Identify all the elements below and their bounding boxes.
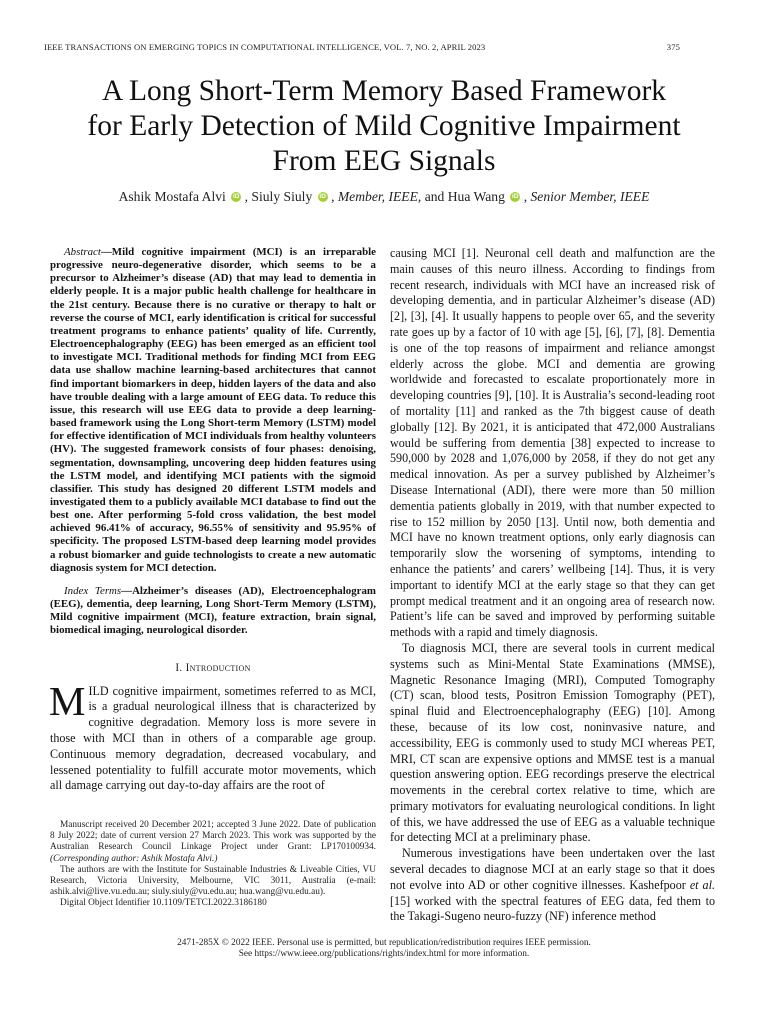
journal-name: IEEE TRANSACTIONS ON EMERGING TOPICS IN COMPUTATIONAL INTELLIGENCE, VOL. 7, NO. 2, APRIL 2023 <box>44 42 486 52</box>
left-column <box>50 246 376 794</box>
body-paragraph-2: To diagnosis MCI, there are several tools in current medical systems such as Mini-Mental State Examinations (MMSE), Magnetic Resonance Imaging (MRI), Computed Tomography (CT) scan, blood tests, Positron Emission Tomography (PET), spinal fluid and Electroencephalography (EEG) [10]. Among these, because of its low cost, noninvasive nature, and accessibility, EEG is commonly used to study MCI whereas PET, MRI, CT scan are expensive options and MMSE test is a manual question answering option. EEG recordings preserve the electrical movements in the cerebral cortex relative to time, which are primary motivators for evaluating neurological conditions. In light of this, we have addressed the use of EEG as a valuable technique for detecting MCI at a preliminary phase. <box>390 640 715 845</box>
index-terms <box>50 585 376 638</box>
copyright-line-1: 2471-285X © 2022 IEEE. Personal use is permitted, but republication/redistribution requires IEEE permission. <box>177 938 591 948</box>
intro-text: cognitive impairment, sometimes referred to as MCI, is a gradual neurological illness that is characterized by cognitive degradation. Memory loss is more severe in those with MCI than in others of a comparable age group. Continuous memory degradation, decreased vocabulary, and lessened potentiality to fulfill accurate motor movements, which all damage carrying out day-to-day affairs are the root of <box>50 683 376 793</box>
running-head <box>44 42 680 52</box>
section-title: Introduction <box>185 661 251 674</box>
corresponding-author: (Corresponding author: Ashik Mostafa Alvi.) <box>50 853 218 864</box>
author-1-name: Ashik Mostafa Alvi <box>118 189 226 204</box>
orcid-icon[interactable]: iD <box>232 193 240 200</box>
p3-text-a: Numerous investigations have been undertaken over the last several decades to diagnose MCI at an early stage so that it does not evolve into AD or other cognitive illnesses. Kashefpoor <box>390 846 715 892</box>
author-3-role: Senior Member, IEEE <box>530 189 650 204</box>
copyright-line-2: See https://www.ieee.org/publications/rights/index.html for more information. <box>238 949 530 960</box>
body-paragraph-3 <box>390 846 715 925</box>
author-2-role: Member, IEEE <box>337 189 418 204</box>
author-list <box>40 189 728 205</box>
author-3-name: , and Hua Wang <box>417 189 505 204</box>
intro-paragraph <box>49 677 376 795</box>
author-3-sep: , <box>523 189 531 204</box>
copyright-notice <box>40 938 728 960</box>
abstract-lead: Abstract <box>64 246 101 258</box>
title-line-2: for Early Detection of Mild Cognitive Impairment <box>87 110 681 142</box>
body-paragraph-1: causing MCI [1]. Neuronal cell death and malfunction are the main causes of this neuro illness. According to findings from recent research, individuals with MCI have an increased risk of developing dementia, and in particular Alzheimer’s disease (AD) [2], [3], [4]. It usually happens to people over 65, and the severity rate goes up by a factor of 10 with age [5], [6], [7], [8]. Dementia is one of the top reasons of impairment and reliance amongst elderly across the globe. MCI and dementia are growing worldwide and forecasted to escalate proportionately more in developing countries [9], [10]. It is Australia’s second-leading root of mortality [11] and ranked as the 7th biggest cause of death globally [12]. By 2021, it is anticipated that 472,000 Australians would be suffering from dementia [38] expected to increase to 590,000 by 2028 and 1,076,000 by 2058, if they do not get any medical innovation. As per a survey published by Alzheimer’s Disease International (ADI), there were more than 50 million dementia patients globally in 2019, with that number expected to rise to 152 million by 2050 [13]. Until now, both dementia and MCI have no known treatment options, only early diagnosis can temporarily slow the worsening of symptoms, intending to enhance the patients’ and carers’ wellbeing [14]. Thus, it is very important to identify MCI at the early stage so that they can get prompt medical treatment and it an ongoing area of research now. Patient’s life can be saved and improved by performing suitable methods with a rapid and timely diagnosis. <box>390 246 715 640</box>
abstract-text: —Mild cognitive impairment (MCI) is an irreparable progressive neuro-degenerative disorder, which seems to be a precursor to Alzheimer’s disease (AD) that may lead to dementia in elderly people. It is a major public health challenge for healthcare in the 21st century. Because there is no curative or therapy to halt or reverse the course of MCI, early identification is critical for successful treatment programs to enhance patients’ quality of life. Currently, Electroencephalography (EEG) has been emerged as an efficient tool to investigate MCI. Traditional methods for finding MCI from EEG data use shallow machine learning-based architectures that cannot find important biomarkers in deep, hidden layers of the data and also have trouble dealing with a large amount of EEG data. To reduce this issue, this research will use EEG data to provide a deep learning-based framework using the Long Short-term Memory (LSTM) model for effective identification of MCI individuals from healthy volunteers (HV). The suggested framework consists of four phases: denoising, segmentation, downsampling, uncovering deep hidden features using the LSTM model, and identifying MCI patients with the sigmoid classifier. This study has designed 20 different LSTM models and investigated them to a publicly available MCI database to find out the best one. After performing 5-fold cross validation, the best model achieved 96.41% of accuracy, 96.55% of sensitivity and 95.95% of specificity. The proposed LSTM-based deep learning model provides a robust biomarker and guide technologists to create a new automatic diagnosis system for MCI detection. <box>50 246 376 574</box>
abstract <box>50 246 376 575</box>
doi-note: Digital Object Identifier 10.1109/TETCI.2022.3186180 <box>60 898 267 909</box>
page-number: 375 <box>666 42 680 52</box>
index-terms-text: —Alzheimer’s diseases (AD), Electroencephalogram (EEG), dementia, deep learning, Long Short-Term Memory (LSTM), Mild cognitive impairment (MCI), feature extraction, brain signal, biomedical imaging, neurological disorder. <box>50 584 377 637</box>
p3-text-b: [15] worked with the spectral features of EEG data, fed them to the Takagi-Sugeno neuro-fuzzy (NF) inference method <box>390 893 715 924</box>
orcid-icon[interactable]: iD <box>319 193 326 200</box>
p3-et-al: et al. <box>689 877 715 892</box>
author-2-sep: , <box>331 189 338 204</box>
affiliation-note: The authors are with the Institute for Sustainable Industries & Liveable Cities, VU Research, Victoria University, Melbourne, VIC 3011, Australia (e-mail: ashik.alvi@live.vu.edu.au; siuly.siuly@vu.edu.au; hua.wang@vu.edu.au). <box>50 864 376 898</box>
manuscript-dates: Manuscript received 20 December 2021; accepted 3 June 2022. Date of publication 8 July 2022; date of current version 27 March 2023. This work was supported by the Australian Research Council Linkage Project under Grant: LP170100934. <box>50 820 376 853</box>
paper-title <box>40 74 728 179</box>
orcid-icon[interactable]: iD <box>512 193 519 200</box>
intro-first-word: ILD <box>88 683 109 698</box>
drop-cap: M <box>49 677 86 724</box>
footnotes <box>50 820 376 910</box>
title-line-3: From EEG Signals <box>272 145 496 177</box>
section-number: I. <box>175 661 183 674</box>
manuscript-note <box>50 820 376 865</box>
right-column <box>390 246 715 925</box>
title-line-1: A Long Short-Term Memory Based Framework <box>101 75 667 107</box>
index-terms-lead: Index Terms <box>64 584 122 597</box>
section-heading <box>50 662 376 674</box>
author-2-name: , Siuly Siuly <box>244 189 313 204</box>
